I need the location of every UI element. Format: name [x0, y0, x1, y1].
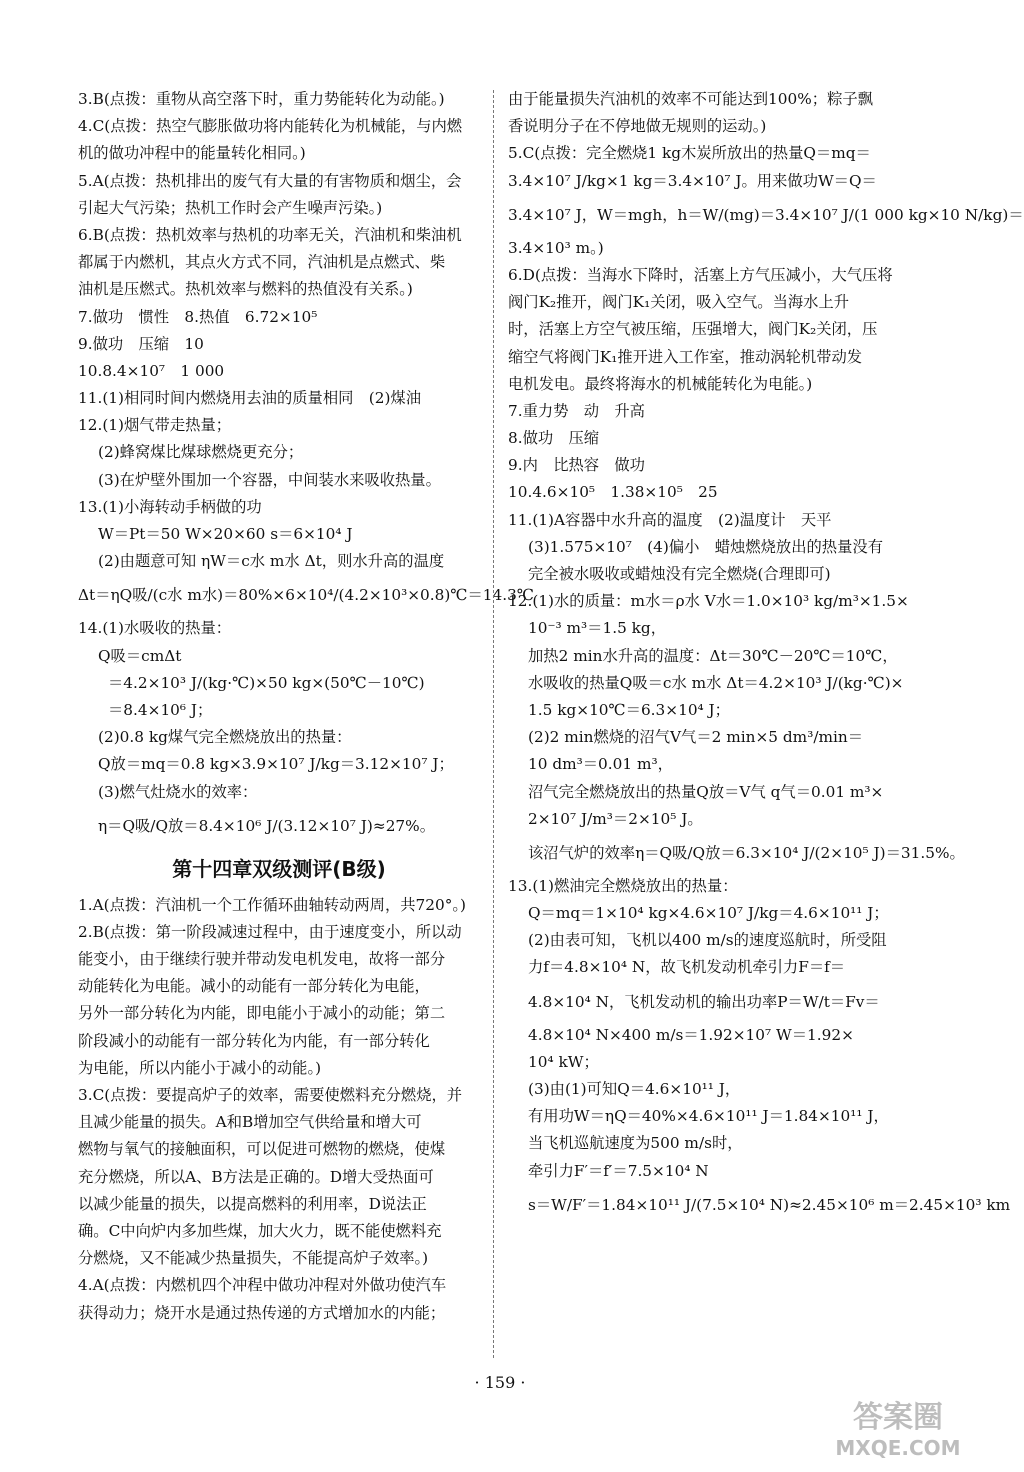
- text-line: 3.4×10³ m。): [508, 238, 604, 257]
- right-column: [508, 86, 1024, 1225]
- text-line: 由于能量损失汽油机的效率不可能达到100%；粽子飘: [508, 90, 873, 108]
- text-line: 燃物与氧气的接触面积，可以促进可燃物的燃烧，使煤: [78, 1140, 446, 1159]
- text-line: 3.4×10⁷ J，W＝mgh，h＝W/(mg)＝3.4×10⁷ J/(1 000 kg×10 N/kg)＝: [508, 205, 1024, 224]
- text-line: 牵引力F′＝f′＝7.5×10⁴ N: [528, 1161, 709, 1180]
- text-line: 8.做功 压缩: [508, 429, 600, 448]
- text-line: 能变小，由于继续行驶并带动发电机发电，故将一部分: [78, 950, 446, 969]
- text-line: 分燃烧，又不能减少热量损失，不能提高炉子效率。): [78, 1249, 429, 1268]
- text-line: (2)由题意可知 ηW＝c水 m水 Δt，则水升高的温度: [98, 552, 445, 571]
- text-line: 水吸收的热量Q吸＝c水 m水 Δt＝4.2×10³ J/(kg·℃)×: [528, 673, 904, 692]
- text-line: 11.(1)A容器中水升高的温度 (2)温度计 天平: [508, 510, 832, 529]
- text-line: 引起大气污染；热机工作时会产生噪声污染。): [78, 198, 383, 217]
- text-line: W＝Pt＝50 W×20×60 s＝6×10⁴ J: [98, 525, 353, 543]
- text-line: (3)在炉壁外围加一个容器，中间装水来吸收热量。: [98, 470, 441, 489]
- text-line: ＝4.2×10³ J/(kg·℃)×50 kg×(50℃－10℃): [108, 673, 425, 692]
- watermark-logo: [812, 1393, 984, 1465]
- text-line: 2.B(点拨：第一阶段减速过程中，由于速度变小，所以动: [78, 922, 462, 941]
- text-line: 动能转化为电能。减小的动能有一部分转化为电能，: [78, 977, 430, 996]
- text-line: 4.8×10⁴ N×400 m/s＝1.92×10⁷ W＝1.92×: [528, 1025, 854, 1044]
- text-line: 9.做功 压缩 10: [78, 334, 204, 353]
- text-line: (2)0.8 kg煤气完全燃烧放出的热量：: [98, 728, 352, 747]
- text-line: 7.做功 惯性 8.热值 6.72×10⁵: [78, 307, 318, 326]
- text-line: 另外一部分转化为内能，即电能小于减小的动能；第二: [78, 1004, 446, 1023]
- text-line: 9.内 比热容 做功: [508, 456, 645, 475]
- text-line: 5.A(点拨：热机排出的废气有大量的有害物质和烟尘，会: [78, 171, 462, 190]
- text-line: 6.B(点拨：热机效率与热机的功率无关，汽油机和柴油机: [78, 225, 462, 244]
- text-line: 力f＝4.8×10⁴ N，故飞机发动机牵引力F＝f＝: [528, 958, 846, 977]
- text-line: 13.(1)燃油完全燃烧放出的热量：: [508, 876, 738, 895]
- watermark-line1: 答案圈: [853, 1400, 943, 1435]
- column-divider: [493, 90, 495, 1358]
- text-line: 6.D(点拨：当海水下降时，活塞上方气压减小，大气压将: [508, 265, 893, 284]
- text-line: 有用功W＝ηQ＝40%×4.6×10¹¹ J＝1.84×10¹¹ J，: [528, 1107, 889, 1126]
- text-line: Δt＝ηQ吸/(c水 m水)＝80%×6×10⁴/(4.2×10³×0.8)℃＝14.3℃: [78, 586, 534, 605]
- text-line: Q吸＝cmΔt: [98, 646, 182, 665]
- text-line: 10 dm³＝0.01 m³，: [528, 755, 673, 774]
- section-title: 第十四章双级测评(B级): [172, 856, 386, 881]
- watermark-line2: MXQE.COM: [835, 1436, 961, 1460]
- text-line: 加热2 min水升高的温度：Δt＝30℃－20℃＝10℃，: [528, 646, 898, 665]
- text-line: 电机发电。最终将海水的机械能转化为电能。): [508, 374, 813, 393]
- text-line: 12.(1)水的质量：m水＝ρ水 V水＝1.0×10³ kg/m³×1.5×: [508, 592, 909, 611]
- text-line: 10.8.4×10⁷ 1 000: [78, 361, 225, 380]
- text-line: (3)燃气灶烧水的效率：: [98, 782, 258, 801]
- text-line: 10.4.6×10⁵ 1.38×10⁵ 25: [508, 483, 718, 502]
- text-line: (2)2 min燃烧的沼气V气＝2 min×5 dm³/min＝: [528, 728, 864, 747]
- text-line: 7.重力势 动 升高: [508, 401, 645, 420]
- text-line: 13.(1)小海转动手柄做的功: [78, 497, 262, 516]
- text-line: 1.5 kg×10℃＝6.3×10⁴ J；: [528, 700, 730, 719]
- text-line: 充分燃烧，所以A、B方法是正确的。D增大受热面可: [78, 1167, 434, 1186]
- text-line: 为电能，所以内能小于减小的动能。): [78, 1058, 322, 1077]
- text-line: 沼气完全燃烧放出的热量Q放＝V气 q气＝0.01 m³×: [528, 782, 884, 801]
- text-line: 完全被水吸收或蜡烛没有完全燃烧(合理即可): [528, 565, 831, 583]
- text-line: 阶段减小的动能有一部分转化为内能，有一部分转化: [78, 1031, 430, 1050]
- text-line: 当飞机巡航速度为500 m/s时，: [528, 1134, 743, 1153]
- text-line: 3.C(点拨：要提高炉子的效率，需要使燃料充分燃烧，并: [78, 1086, 463, 1104]
- text-line: 时，活塞上方空气被压缩，压强增大，阀门K₂关闭，压: [508, 320, 878, 339]
- text-line: 5.C(点拨：完全燃烧1 kg木炭所放出的热量Q＝mq＝: [508, 144, 871, 163]
- text-line: 3.B(点拨：重物从高空落下时，重力势能转化为动能。): [78, 90, 445, 108]
- text-line: 4.C(点拨：热空气膨胀做功将内能转化为机械能，与内燃: [78, 117, 463, 136]
- text-line: η＝Q吸/Q放＝8.4×10⁶ J/(3.12×10⁷ J)≈27%。: [98, 816, 435, 835]
- text-line: (3)1.575×10⁷ (4)偏小 蜡烛燃烧放出的热量没有: [528, 537, 883, 556]
- text-line: Q放＝mq＝0.8 kg×3.9×10⁷ J/kg＝3.12×10⁷ J；: [98, 755, 454, 774]
- text-line: Q＝mq＝1×10⁴ kg×4.6×10⁷ J/kg＝4.6×10¹¹ J；: [528, 904, 889, 923]
- left-column: [78, 86, 534, 1327]
- text-line: 11.(1)相同时间内燃烧用去油的质量相同 (2)煤油: [78, 389, 422, 408]
- text-line: 获得动力；烧开水是通过热传递的方式增加水的内能；: [78, 1303, 446, 1322]
- text-line: ＝8.4×10⁶ J；: [108, 700, 213, 719]
- text-line: 阀门K₂推开，阀门K₁关闭，吸入空气。当海水上升: [508, 293, 850, 312]
- text-line: 12.(1)烟气带走热量；: [78, 416, 232, 435]
- text-line: 2×10⁷ J/m³＝2×10⁵ J。: [528, 809, 703, 828]
- text-line: 油机是压燃式。热机效率与燃料的热值没有关系。): [78, 280, 413, 299]
- text-line: 3.4×10⁷ J/kg×1 kg＝3.4×10⁷ J。用来做功W＝Q＝: [508, 171, 877, 190]
- text-line: 以减少能量的损失，以提高燃料的利用率，D说法正: [78, 1194, 427, 1213]
- text-line: 该沼气炉的效率η＝Q吸/Q放＝6.3×10⁴ J/(2×10⁵ J)＝31.5%。: [528, 843, 965, 862]
- text-line: 1.A(点拨：汽油机一个工作循环曲轴转动两周，共720°。): [78, 895, 467, 914]
- text-line: (3)由(1)可知Q＝4.6×10¹¹ J，: [528, 1080, 741, 1098]
- text-line: 且减少能量的损失。A和B增加空气供给量和增大可: [78, 1113, 422, 1132]
- text-line: 10⁴ kW；: [528, 1052, 599, 1071]
- text-line: 10⁻³ m³＝1.5 kg，: [528, 619, 667, 638]
- text-line: 都属于内燃机，其点火方式不同，汽油机是点燃式、柴: [78, 253, 446, 272]
- text-line: 4.A(点拨：内燃机四个冲程中做功冲程对外做功使汽车: [78, 1276, 447, 1295]
- text-line: (2)由表可知，飞机以400 m/s的速度巡航时，所受阻: [528, 931, 887, 950]
- text-line: s＝W/F′＝1.84×10¹¹ J/(7.5×10⁴ N)≈2.45×10⁶ m＝2.45×10³ km: [528, 1195, 1011, 1214]
- text-line: (2)蜂窝煤比煤球燃烧更充分；: [98, 443, 304, 462]
- text-line: 4.8×10⁴ N，飞机发动机的输出功率P＝W/t＝Fv＝: [528, 992, 880, 1011]
- text-line: 香说明分子在不停地做无规则的运动。): [508, 117, 767, 136]
- text-line: 缩空气将阀门K₁推开进入工作室，推动涡轮机带动发: [508, 347, 863, 366]
- text-line: 14.(1)水吸收的热量：: [78, 619, 232, 638]
- page-number: · 159 ·: [474, 1373, 526, 1392]
- text-line: 机的做功冲程中的能量转化相同。): [78, 144, 306, 163]
- text-line: 确。C中向炉内多加些煤，加大火力，既不能使燃料充: [78, 1221, 442, 1240]
